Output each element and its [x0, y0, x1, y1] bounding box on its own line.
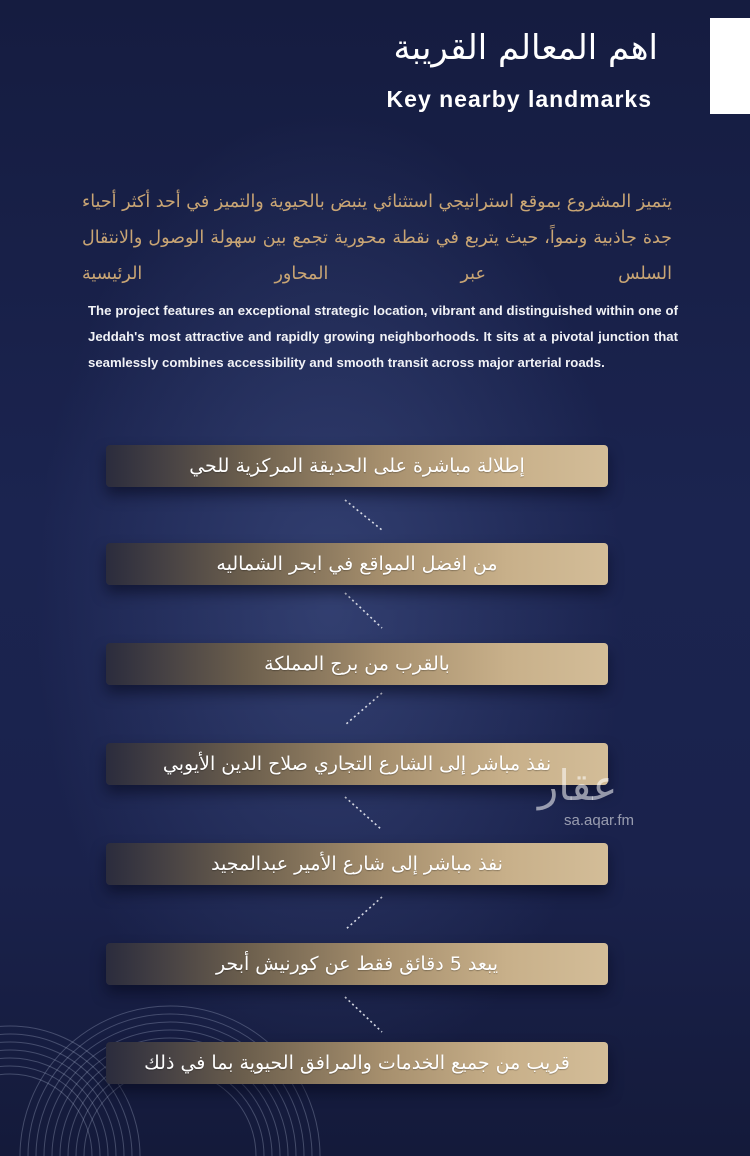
connector-2: [345, 593, 382, 628]
intro-arabic: يتميز المشروع بموقع استراتيجي استثنائي ينبض بالحيوية والتميز في أحد أكثر أحياء جدة جاذبية ونمواً، حيث يتربع في نقطة محورية تجمع بين سهولة الوصول والانتقال السلس عبر المحاور الرئيسية: [82, 192, 672, 284]
connector-5: [345, 897, 382, 930]
landmark-label-2: من افضل المواقع في ابحر الشماليه: [216, 553, 498, 575]
connector-1: [345, 500, 382, 530]
title-english: Key nearby landmarks: [386, 86, 652, 112]
title-arabic: اهم المعالم القريبة: [393, 28, 658, 68]
landmark-bar-3: [106, 643, 608, 685]
connector-3: [345, 693, 382, 725]
connector-4: [345, 797, 382, 830]
landmark-label-4: نفذ مباشر إلى الشارع التجاري صلاح الدين الأيوبي: [162, 753, 552, 775]
landmark-label-7: قريب من جميع الخدمات والمرافق الحيوية بما في ذلك: [144, 1052, 570, 1074]
landmark-bar-4: [106, 743, 608, 785]
landmark-bar-2: [106, 543, 608, 585]
connector-6: [345, 997, 382, 1032]
watermark-url: sa.aqar.fm: [564, 812, 635, 829]
aqar-watermark: [538, 762, 658, 829]
landmark-bar-7: [106, 1042, 608, 1084]
landmark-bar-5: [106, 843, 608, 885]
landmark-label-1: إطلالة مباشرة على الحديقة المركزية للحي: [189, 455, 525, 477]
watermark-brand: عقار: [538, 761, 618, 810]
landmark-bar-6: [106, 943, 608, 985]
landmark-label-5: نفذ مباشر إلى شارع الأمير عبدالمجيد: [211, 853, 503, 875]
intro-english: The project features an exceptional strategic location, vibrant and distinguished within one of Jeddah's most attractive and rapidly growing neighborhoods. It sits at a pivotal junction that seamlessly combines accessibility and smooth transit across major arterial roads.: [88, 303, 678, 370]
landmark-label-6: يبعد 5 دقائق فقط عن كورنيش أبحر: [215, 953, 499, 975]
landmark-bar-1: [106, 445, 608, 487]
landmark-label-3: بالقرب من برج المملكة: [264, 653, 450, 675]
